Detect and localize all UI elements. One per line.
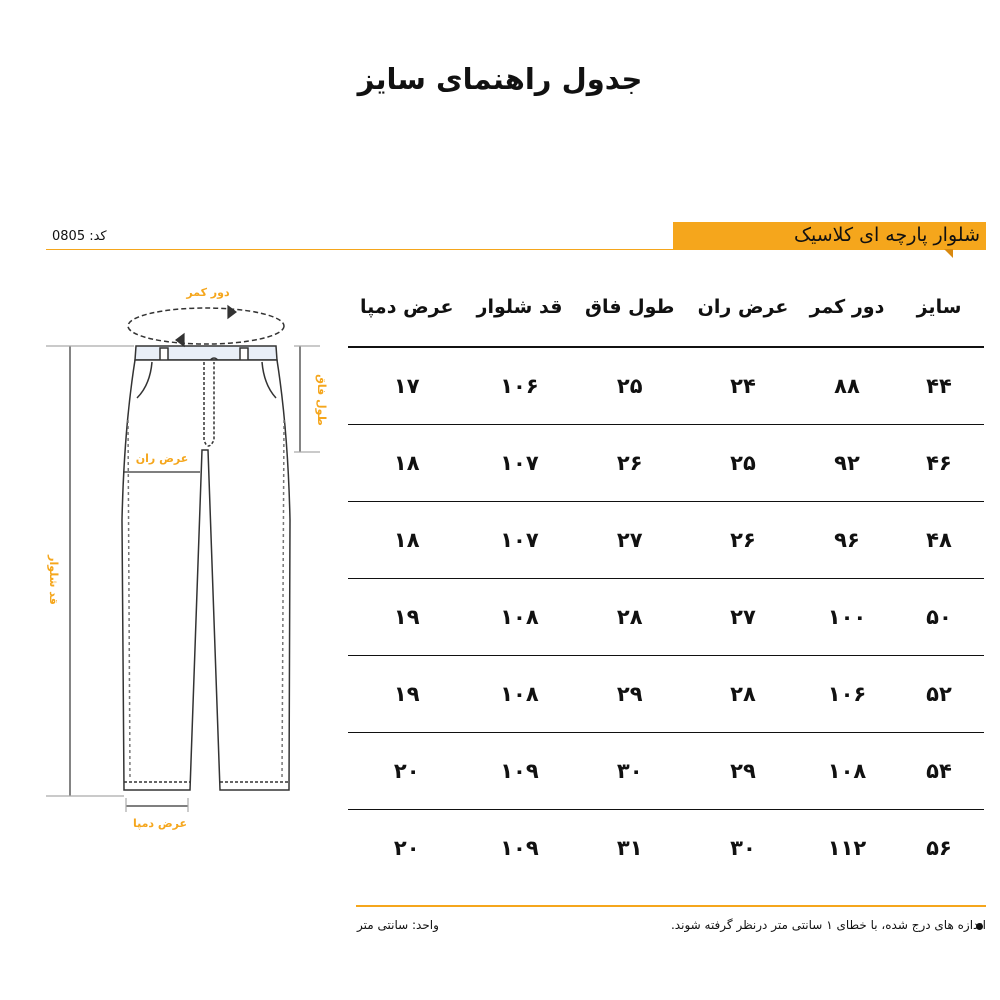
cell-waist: ۱۰۸ xyxy=(800,733,894,810)
cell-size: ۴۶ xyxy=(894,425,984,502)
cell-size: ۴۴ xyxy=(894,347,984,425)
cell-thigh: ۲۶ xyxy=(686,502,800,579)
unit-label: واحد: سانتی متر xyxy=(357,918,439,932)
cell-rise: ۳۰ xyxy=(573,733,686,810)
cell-hem: ۱۸ xyxy=(348,502,465,579)
cell-thigh: ۲۷ xyxy=(686,579,800,656)
banner-tail xyxy=(944,249,953,258)
cell-length: ۱۰۹ xyxy=(465,733,573,810)
cell-waist: ۱۰۰ xyxy=(800,579,894,656)
table-row xyxy=(348,347,984,425)
cell-waist: ۹۶ xyxy=(800,502,894,579)
trousers-diagram xyxy=(0,270,340,850)
table-row xyxy=(348,425,984,502)
table-row xyxy=(348,733,984,810)
cell-rise: ۲۶ xyxy=(573,425,686,502)
cell-length: ۱۰۹ xyxy=(500,836,539,860)
cell-length: ۱۰۶ xyxy=(465,347,573,425)
page-title: جدول راهنمای سایز xyxy=(357,62,643,96)
cell-thigh: ۲۵ xyxy=(686,425,800,502)
waist-ellipse xyxy=(128,308,284,344)
cell-length: ۱۰۸ xyxy=(465,579,573,656)
header-thigh: عرض ران xyxy=(686,268,800,347)
cell-waist: ۱۰۶ xyxy=(800,656,894,733)
cell-size: ۵۴ xyxy=(894,733,984,810)
waist-label: دور کمر xyxy=(186,286,230,299)
cell-rise: ۲۷ xyxy=(573,502,686,579)
cell-hem: ۱۷ xyxy=(348,347,465,425)
header-divider xyxy=(46,249,986,250)
product-name: شلوار پارچه ای کلاسیک xyxy=(794,224,980,246)
cell-size: ۵۰ xyxy=(894,579,984,656)
header-length: قد شلوار xyxy=(465,268,573,347)
cell-thigh: ۲۸ xyxy=(686,656,800,733)
cell-thigh: ۳۰ xyxy=(730,836,756,860)
length-label: قد شلوار xyxy=(47,555,60,605)
table-row xyxy=(348,502,984,579)
header-size: سایز xyxy=(894,268,984,347)
cell-length: ۱۰۸ xyxy=(465,656,573,733)
tolerance-note: اندازه های درج شده، با خطای ۱ سانتی متر درنظر گرفته شوند. xyxy=(670,918,986,932)
table-row xyxy=(348,810,984,887)
cell-hem: ۲۰ xyxy=(393,836,420,860)
table-header-row xyxy=(348,268,984,347)
cell-size: ۵۲ xyxy=(894,656,984,733)
table-row xyxy=(348,656,984,733)
cell-hem: ۱۹ xyxy=(348,579,465,656)
header-waist: دور کمر xyxy=(800,268,894,347)
cell-waist: ۹۲ xyxy=(800,425,894,502)
cell-rise: ۲۸ xyxy=(573,579,686,656)
thigh-label: عرض ران xyxy=(135,452,189,465)
cell-waist: ۸۸ xyxy=(800,347,894,425)
cell-size: ۴۸ xyxy=(894,502,984,579)
cell-rise: ۳۱ xyxy=(616,836,643,860)
cell-rise: ۲۹ xyxy=(573,656,686,733)
footer-divider xyxy=(356,905,986,907)
size-table xyxy=(348,268,984,886)
cell-hem: ۲۰ xyxy=(348,733,465,810)
cell-hem: ۱۹ xyxy=(348,656,465,733)
rise-label: طول فاق xyxy=(315,374,328,426)
product-code: کد: 0805 xyxy=(52,229,107,244)
cell-hem: ۱۸ xyxy=(348,425,465,502)
header-hem: عرض دمپا xyxy=(348,268,465,347)
table-row xyxy=(348,579,984,656)
cell-length: ۱۰۷ xyxy=(465,502,573,579)
cell-thigh: ۲۴ xyxy=(686,347,800,425)
cell-waist: ۱۱۲ xyxy=(827,836,867,860)
header-rise: طول فاق xyxy=(573,268,686,347)
cell-rise: ۲۵ xyxy=(573,347,686,425)
hem-label: عرض دمپا xyxy=(132,817,188,830)
cell-thigh: ۲۹ xyxy=(686,733,800,810)
cell-size: ۵۶ xyxy=(926,836,952,860)
product-name-banner xyxy=(673,222,986,249)
cell-length: ۱۰۷ xyxy=(465,425,573,502)
